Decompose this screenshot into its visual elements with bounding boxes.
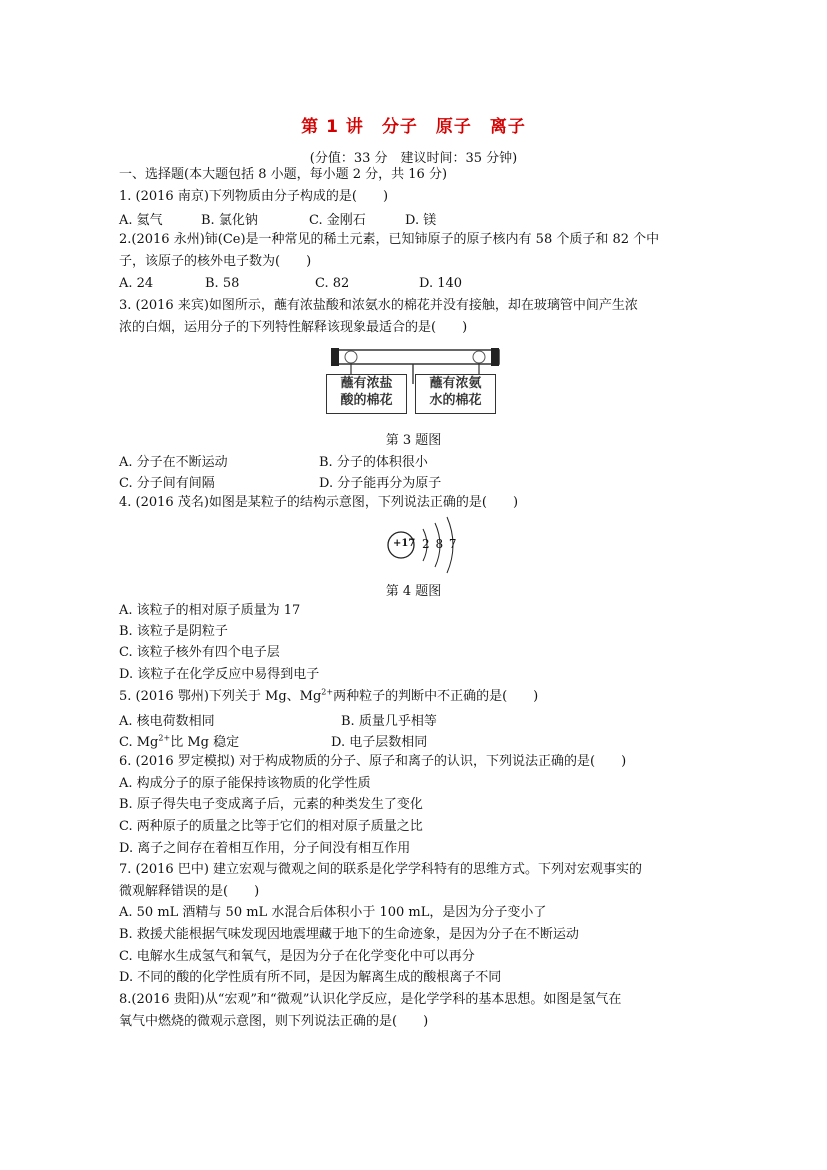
q6-stem: 6. (2016 罗定模拟) 对于构成物质的分子、原子和离子的认识，下列说法正确的是( ) [119,754,627,769]
q7-option-d: D. 不同的酸的化学性质有所不同，是因为解离生成的酸根离子不同 [119,970,502,985]
q5-option-c [119,731,239,750]
q3-label-hcl-line1: 蘸有浓盐 [340,376,393,391]
q7-option-b: B. 救援犬能根据气味发现因地震埋藏于地下的生命迹象，是因为分子在不断运动 [119,927,579,942]
q4-stem: 4. (2016 茂名)如图是某粒子的结构示意图，下列说法正确的是( ) [119,495,519,510]
q6-option-b: B. 原子得失电子变成离子后，元素的种类发生了变化 [119,797,423,812]
q4-option-c: C. 该粒子核外有四个电子层 [119,645,280,660]
q5-option-d: D. 电子层数相同 [331,735,428,750]
q3-label-hcl-cotton [326,374,407,414]
q3-option-d: D. 分子能再分为原子 [319,476,442,491]
q8-stem-line1: 8.(2016 贵阳)从“宏观”和“微观”认识化学反应，是化学学科的基本思想。如图是氢气在 [119,992,622,1007]
q8-stem-line2: 氧气中燃烧的微观示意图，则下列说法正确的是( ) [119,1014,429,1029]
q1-option-a: A. 氦气 [119,213,163,228]
q4-shell-electrons: 2 8 7 [422,537,458,551]
q5-stem-charge: 2+ [321,687,334,697]
q4-option-d: D. 该粒子在化学反应中易得到电子 [119,667,320,682]
q1-stem: 1. (2016 南京)下列物质由分子构成的是( ) [119,189,389,204]
q7-option-c: C. 电解水生成氢气和氧气，是因为分子在化学变化中可以再分 [119,949,475,964]
q3-label-ammonia-line2: 水的棉花 [429,393,482,408]
q5-option-a: A. 核电荷数相同 [119,714,215,729]
q1-option-c: C. 金刚石 [309,213,366,228]
q4-option-a: A. 该粒子的相对原子质量为 17 [119,603,301,618]
q3-label-ammonia-cotton [415,374,496,414]
q3-label-ammonia-line1: 蘸有浓氨 [429,376,482,391]
q3-figure-caption: 第 3 题图 [385,433,442,448]
q3-stem-line1: 3. (2016 来宾)如图所示，蘸有浓盐酸和浓氨水的棉花并没有接触，却在玻璃管中间产生浓 [119,298,638,313]
q5-option-b: B. 质量几乎相等 [341,714,437,729]
q5-stem [119,688,538,706]
q7-option-a: A. 50 mL 酒精与 50 mL 水混合后体积小于 100 mL，是因为分子变小了 [119,905,547,920]
q5-option-c-part1: C. Mg [119,735,159,750]
q5-stem-part2: 两种粒子的判断中不正确的是( ) [333,689,539,704]
q2-option-a: A. 24 [119,276,154,291]
q5-option-c-charge: 2+ [158,733,171,743]
q4-figure-caption: 第 4 题图 [385,584,442,599]
q6-option-a: A. 构成分子的原子能保持该物质的化学性质 [119,776,371,791]
q3-stem-line2: 浓的白烟，运用分子的下列特性解释该现象最适合的是( ) [119,320,468,335]
q2-option-d: D. 140 [419,276,463,291]
q2-option-c: C. 82 [315,276,350,291]
q7-stem-line1: 7. (2016 巴中) 建立宏观与微观之间的联系是化学学科特有的思维方式。下列对宏观事实的 [119,862,643,877]
q3-option-b: B. 分子的体积很小 [319,455,428,470]
section-heading: 一、选择题(本大题包括 8 小题，每小题 2 分，共 16 分) [119,167,448,182]
q3-label-hcl-line2: 酸的棉花 [340,393,393,408]
q7-stem-line2: 微观解释错误的是( ) [119,884,260,899]
q4-option-b: B. 该粒子是阴粒子 [119,624,228,639]
page-title: 第 1 讲 分子 原子 离子 [301,117,526,137]
q4-nucleus-charge: +17 [393,538,416,549]
q2-stem-line1: 2.(2016 永州)铈(Ce)是一种常见的稀土元素，已知铈原子的原子核内有 58 个质子和 82 个中 [119,232,660,247]
q2-option-b: B. 58 [205,276,240,291]
q1-option-b: B. 氯化钠 [201,213,258,228]
q2-stem-line2: 子，该原子的核外电子数为( ) [119,254,312,269]
q5-stem-part1: 5. (2016 鄂州)下列关于 Mg、Mg [119,689,322,704]
q3-option-a: A. 分子在不断运动 [119,455,228,470]
q1-option-d: D. 镁 [405,213,437,228]
q6-option-d: D. 离子之间存在着相互作用，分子间没有相互作用 [119,841,411,856]
page-subtitle: (分值：33 分 建议时间：35 分钟) [309,151,518,166]
q5-option-c-part2: 比 Mg 稳定 [170,735,240,750]
q6-option-c: C. 两种原子的质量之比等于它们的相对原子质量之比 [119,819,423,834]
q3-option-c: C. 分子间有间隔 [119,476,215,491]
